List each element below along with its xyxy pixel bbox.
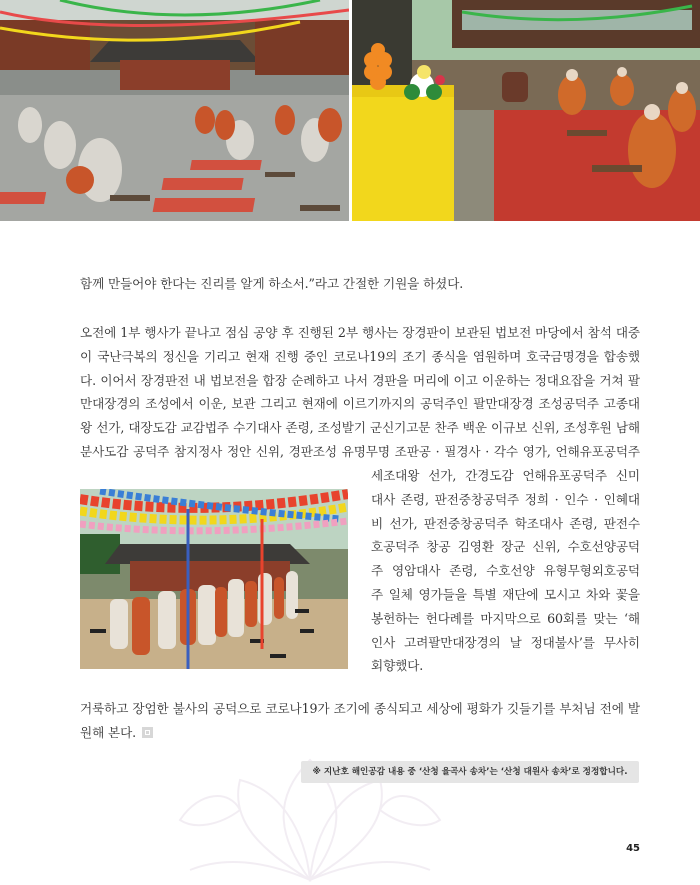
correction-note: ※ 지난호 해인공감 내용 중 ‘산청 율곡사 송차’는 ‘산청 대원사 송차’로 정정합니다.	[301, 761, 639, 783]
text-line: 대사 존령, 판전중창공덕주 정희 · 인수 · 인혜대	[371, 491, 640, 507]
text-line: 다. 이어서 장경판전 내 법보전을 합장 순례하고 나서 경판을 머리에 이고 이운하는 정대요잡을 거쳐 팔	[80, 372, 640, 388]
paragraph-ceremony	[80, 321, 640, 464]
text-line: 비 선가, 판전중창공덕주 학조대사 존령, 판전수	[371, 515, 640, 531]
text-line: 원해 본다.	[80, 724, 137, 740]
text-line: 분사도감 공덕주 참지정사 정안 신위, 경판조성 유명무명 조판공 · 필경사 · 각수 영가, 언해유포공덕주	[80, 443, 640, 459]
text-line: 호공덕주 창공 김영환 장군 신위, 수호선양공덕	[371, 539, 640, 555]
text-line: 인사 고려팔만대장경의 날 정대불사’를 무사히	[371, 634, 640, 650]
photo-monks-procession	[80, 489, 348, 669]
article-end-mark-icon	[142, 727, 153, 738]
text-line: 세조대왕 선가, 간경도감 언해유포공덕주 신미	[371, 468, 640, 483]
text-line: 거룩하고 장엄한 불사의 공덕으로 코로나19가 조기에 종식되고 세상에 평화가 깃들기를 부처님 전에 발	[80, 701, 640, 716]
text-line: 이 국난극복의 정신을 기리고 현재 진행 중인 코로나19의 조기 종식을 염원하며 호국금명경을 합송했	[80, 348, 640, 364]
text-line: 만대장경의 조성에서 이운, 보관 그리고 현재에 이르기까지의 공덕주인 팔만대장경 조성공덕주 고종대	[80, 396, 640, 412]
paragraph-ceremony-continued	[371, 464, 640, 678]
photo-monks-altar	[352, 0, 700, 221]
lotus-watermark-icon	[160, 730, 460, 885]
text-line: 왕 선가, 대장도감 교감법주 수기대사 존령, 조성발기 군신기고문 찬주 백운 이규보 신위, 조성후원 남해	[80, 420, 640, 436]
text-line: 회향했다.	[371, 658, 424, 674]
text-line: 주 일체 영가들을 특별 재단에 모시고 차와 꽃을	[371, 586, 640, 602]
paragraph-intro	[80, 272, 640, 296]
photo-monks-courtyard	[0, 0, 349, 221]
text-line: 봉헌하는 헌다례를 마지막으로 60회를 맞는 ‘해	[371, 610, 640, 626]
text-line: 주 영암대사 존령, 수호선양 유형무형외호공덕	[371, 563, 640, 579]
text-line: 함께 만들어야 한다는 진리를 알게 하소서.”라고 간절한 기원을 하셨다.	[80, 276, 464, 291]
text-line: 오전에 1부 행사가 끝나고 점심 공양 후 진행된 2부 행사는 장경판이 보관된 법보전 마당에서 참석 대중	[80, 325, 640, 340]
page-number: 45	[626, 843, 640, 854]
